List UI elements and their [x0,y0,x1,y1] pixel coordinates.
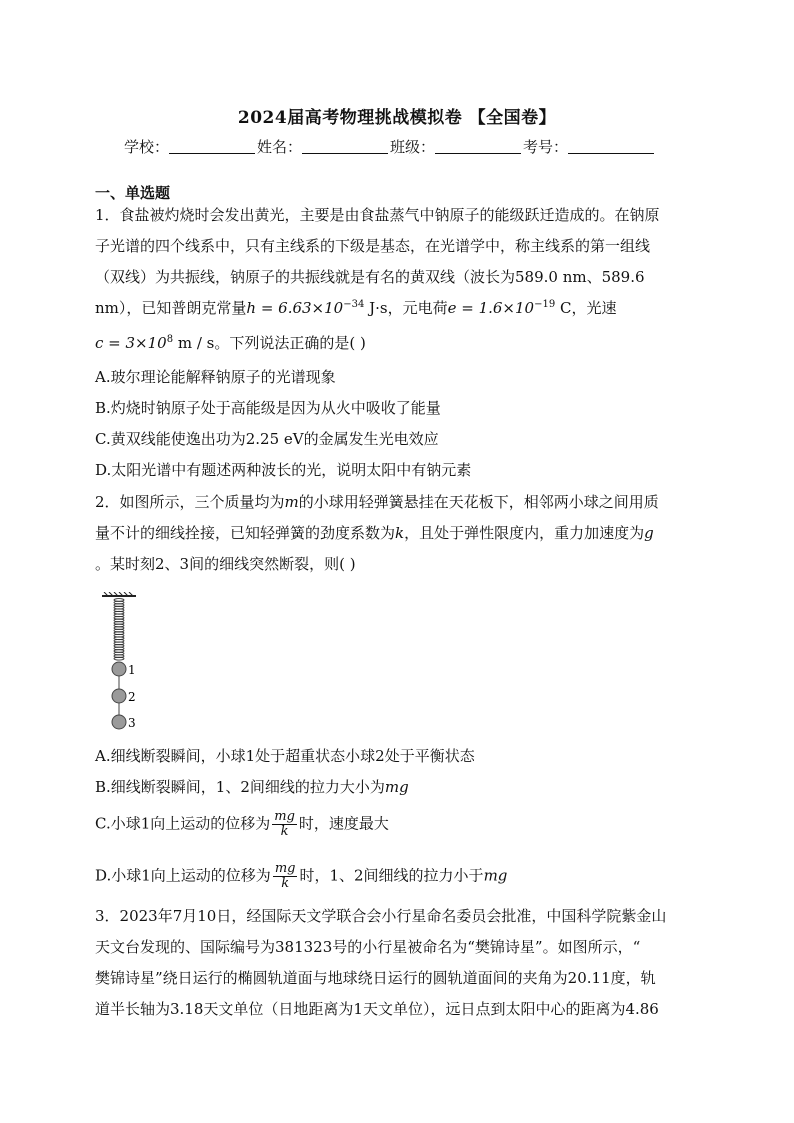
spring-ball-figure [100,592,160,732]
q1-line-1: 1．食盐被灼烧时会发出黄光，主要是由食盐蒸气中钠原子的能级跃迁造成的。在钠原 [95,206,660,224]
mass-var: m [284,493,299,511]
ball-2 [112,689,126,703]
number-label: 考号： [523,138,569,156]
number-blank[interactable] [568,139,654,154]
q2-text-2a: 量不计的细线拴接，已知轻弹簧的劲度系数为 [95,524,396,542]
name-label: 姓名： [257,138,303,156]
q1-text-4b: ，元电荷 [387,299,448,317]
q1-line-5 [95,332,366,353]
planck-constant-expr: h = 6.63×10 [246,299,344,317]
q2-option-c-post: 时，速度最大 [298,814,389,833]
q1-option-b[interactable]: B.灼烧时钠原子处于高能级是因为从火中吸收了能量 [95,399,441,417]
q1-option-a[interactable]: A.玻尔理论能解释钠原子的光谱现象 [95,368,336,386]
q2-option-d[interactable] [95,862,507,891]
class-blank[interactable] [435,139,521,154]
gravity-var: g [644,524,654,542]
q2-option-d-pre: D.小球1向上运动的位移为 [95,866,271,885]
fraction-numerator: mg [274,809,295,824]
q2-text-1a: 2．如图所示，三个质量均为 [95,493,285,511]
q2-option-a[interactable]: A.细线断裂瞬间，小球1处于超重状态小球2处于平衡状态 [95,747,475,765]
q2-option-c-pre: C.小球1向上运动的位移为 [95,814,271,833]
q3-line-3: 樊锦诗星”绕日运行的椭圆轨道面与地球绕日运行的圆轨道面间的夹角为20.11度，轨 [95,969,656,987]
q2-option-d-fraction [273,862,298,891]
student-info-row [124,136,684,157]
q3-line-1: 3．2023年7月10日，经国际天文学联合会小行星命名委员会批准，中国科学院紫金山 [95,907,667,925]
charge-exponent: −19 [534,299,556,310]
school-label: 学校： [124,138,170,156]
section-title: 一、单选题 [95,184,171,202]
q2-option-c-fraction [272,810,297,839]
q1-line-3: （双线）为共振线，钠原子的共振线就是有名的黄双线（波长为589.0 nm、589.6 [95,268,645,286]
page-title: 2024届高考物理挑战模拟卷 【全国卷】 [237,108,557,128]
fraction-denominator: k [281,876,290,891]
q2-option-d-var: mg [483,866,508,885]
ball-1 [112,662,126,676]
q2-option-c[interactable] [95,810,389,839]
light-speed-exponent: 8 [166,334,174,345]
q2-line-2 [95,522,654,543]
q2-option-b-var: mg [384,778,409,796]
q2-option-d-post: 时，1、2间细线的拉力小于 [299,866,484,885]
ball-label-1: 1 [128,663,136,677]
q2-option-b-text: B.细线断裂瞬间，1、2间细线的拉力大小为 [95,778,385,796]
light-speed-unit: m / s [173,334,215,352]
charge-expr: e = 1.6×10 [447,299,535,317]
q1-text-4a: nm），已知普朗克常量 [95,299,247,317]
q3-line-4: 道半长轴为3.18天文单位（日地距离为1天文单位），远日点到太阳中心的距离为4.86 [95,1000,659,1018]
name-blank[interactable] [302,139,388,154]
spring-constant-var: k [395,524,405,542]
spring-coil-turn [114,657,124,660]
q1-text-5b: 。下列说法正确的是( ) [214,334,366,352]
class-label: 班级： [390,138,436,156]
planck-unit: J·s [364,299,388,317]
planck-exponent: −34 [343,299,365,310]
q2-text-1b: 的小球用轻弹簧悬挂在天花板下，相邻两小球之间用质 [298,493,659,511]
charge-unit: C [555,299,572,317]
q2-line-1 [95,491,659,512]
spring-icon [114,599,124,660]
ball-label-3: 3 [128,716,136,730]
fraction-numerator: mg [274,861,296,876]
q2-line-3: 。某时刻2、3间的细线突然断裂，则( ) [95,555,356,573]
q1-line-4 [95,297,616,318]
ball-label-2: 2 [128,690,136,704]
fraction-denominator: k [280,824,289,839]
q2-option-b[interactable] [95,776,409,797]
q1-option-c[interactable]: C.黄双线能使逸出功为2.25 eV的金属发生光电效应 [95,430,439,448]
q1-option-d[interactable]: D.太阳光谱中有题述两种波长的光，说明太阳中有钠元素 [95,461,472,479]
q1-text-4c: ，光速 [571,299,617,317]
ceiling-icon [102,592,136,596]
q3-line-2: 天文台发现的、国际编号为381323号的小行星被命名为“樊锦诗星”。如图所示，“ [95,938,641,956]
q2-text-2b: ，且处于弹性限度内，重力加速度为 [404,524,645,542]
ball-3 [112,715,126,729]
school-blank[interactable] [169,139,255,154]
q1-line-2: 子光谱的四个线系中，只有主线系的下级是基态，在光谱学中，称主线系的第一组线 [95,237,651,255]
light-speed-expr: c = 3×10 [95,334,167,352]
